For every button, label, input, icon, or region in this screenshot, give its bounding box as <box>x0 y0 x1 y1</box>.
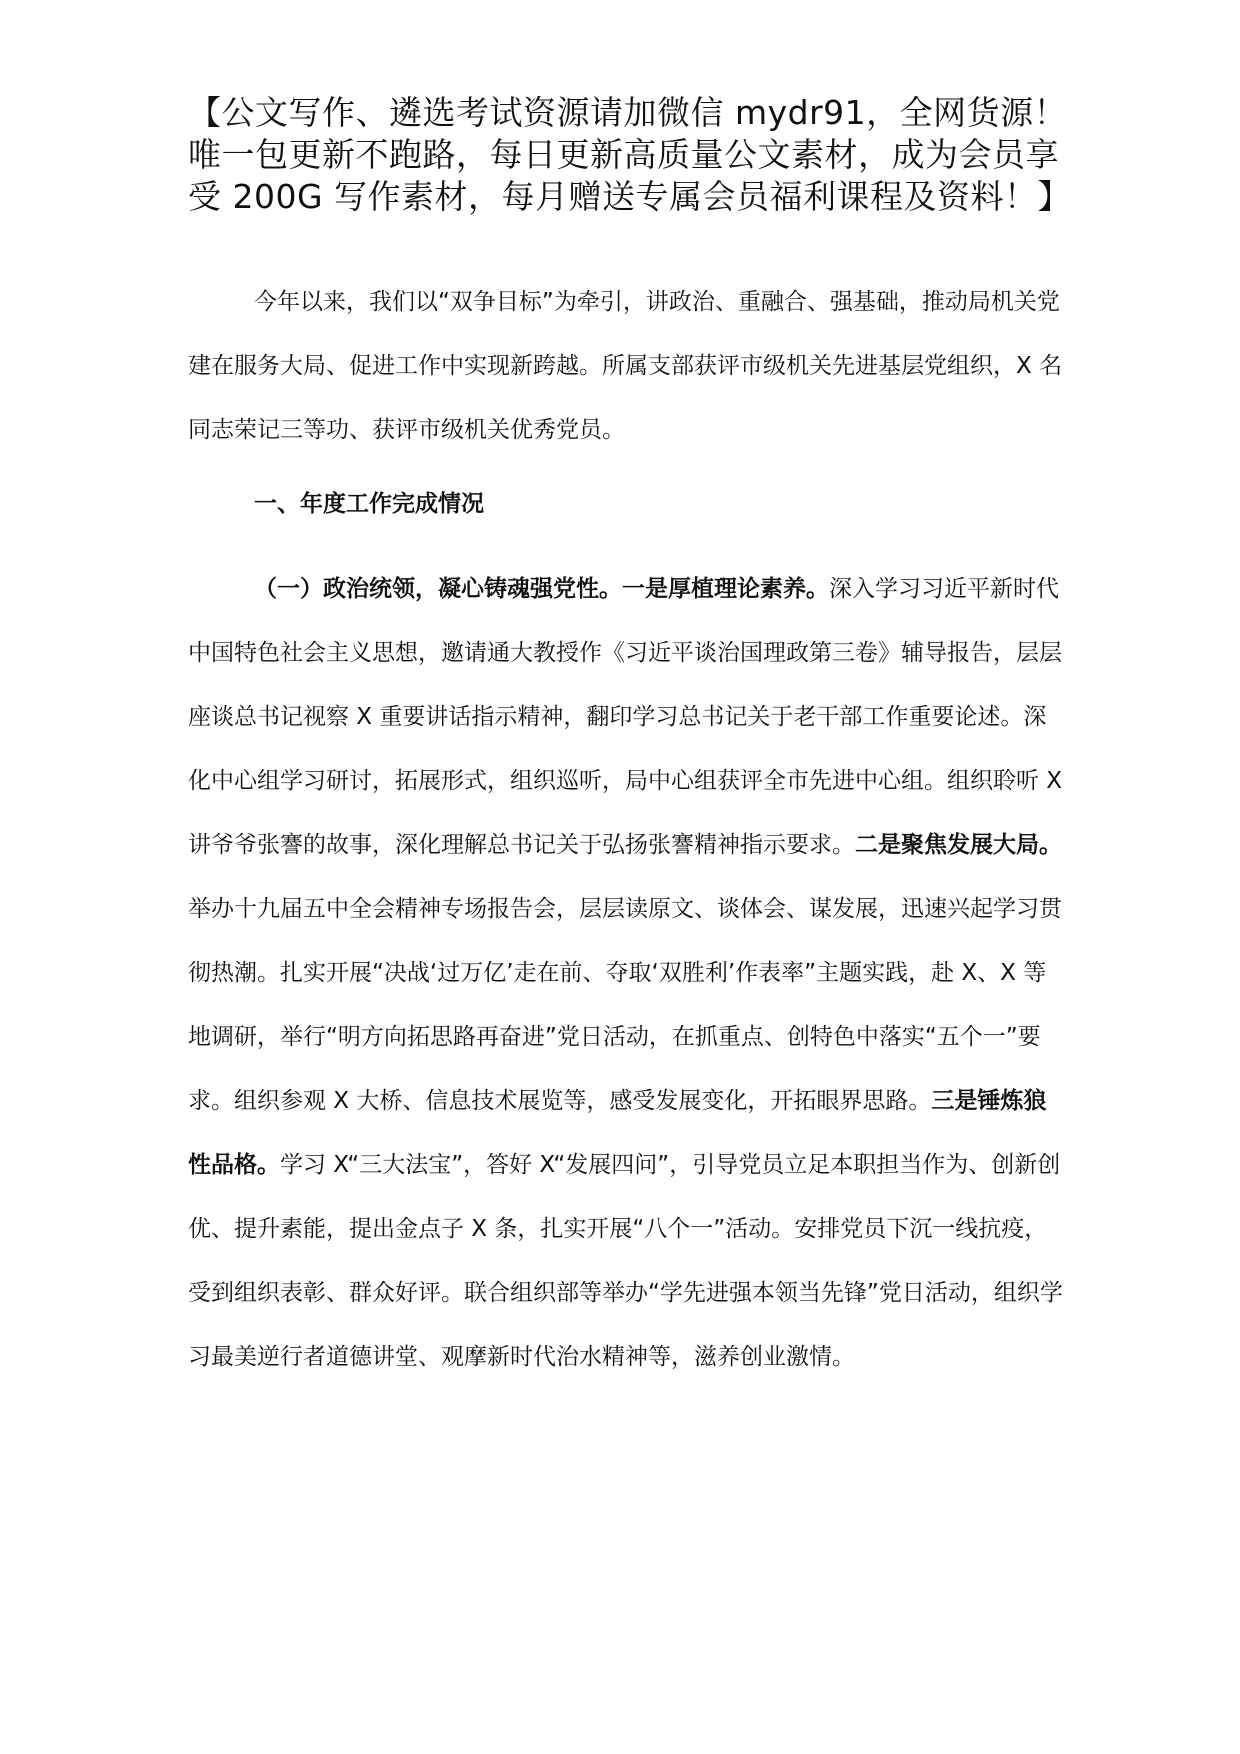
point-1-text: 深入学习习近平新时代中国特色社会主义思想，邀请通大教授作《习近平谈治国理政第三卷》辅导报告，层层座谈总书记视察 X 重要讲话指示精神，翻印学习总书记关于老干部工作重要论述。深化中心组学习研讨，拓展形式，组织巡听，局中心组获评全市先进中心组。组织聆听 X 讲爷爷张謇的故事，深化理解总书记关于弘扬张謇精神指示要求。 <box>188 576 1063 858</box>
point-3-text: 学习 X“三大法宝”，答好 X“发展四问”，引导党员立足本职担当作为、创新创优、提升素能，提出金点子 X 条，扎实开展“八个一”活动。安排党员下沉一线抗疫，受到组织表彰、群众好评。联合组织部等举办“学先进强本领当先锋”党日活动，组织学习最美逆行者道德讲堂、观摩新时代治水精神等，滋养创业激情。 <box>188 1152 1063 1370</box>
point-3-title: 三是锤炼狼性品格。 <box>188 1088 1047 1178</box>
body-paragraph <box>188 557 1068 1389</box>
promo-banner: 【公文写作、遴选考试资源请加微信 mydr91，全网货源！唯一包更新不跑路，每日更新高质量公文素材，成为会员享受 200G 写作素材，每月赠送专属会员福利课程及资料！】 <box>188 93 1072 216</box>
point-1-title: 一是厚植理论素养。 <box>622 576 829 602</box>
sub-heading: （一）政治统领，凝心铸魂强党性。 <box>254 576 622 602</box>
intro-paragraph: 今年以来，我们以“双争目标”为牵引，讲政治、重融合、强基础，推动局机关党建在服务大局、促进工作中实现新跨越。所属支部获评市级机关先进基层党组织，X 名同志荣记三等功、获评市级机关优秀党员。 <box>188 289 1063 443</box>
section-heading: 一、年度工作完成情况 <box>254 491 484 517</box>
point-2-title: 二是聚焦发展大局。 <box>855 832 1062 858</box>
point-2-text: 举办十九届五中全会精神专场报告会，层层读原文、谈体会、谋发展，迅速兴起学习贯彻热潮。扎实开展“决战‘过万亿’走在前、夺取‘双胜利’作表率”主题实践，赴 X、X 等地调研，举行“明方向拓思路再奋进”党日活动，在抓重点、创特色中落实“五个一”要求。组织参观 X 大桥、信息技术展览等，感受发展变化，开拓眼界思路。 <box>188 896 1062 1114</box>
